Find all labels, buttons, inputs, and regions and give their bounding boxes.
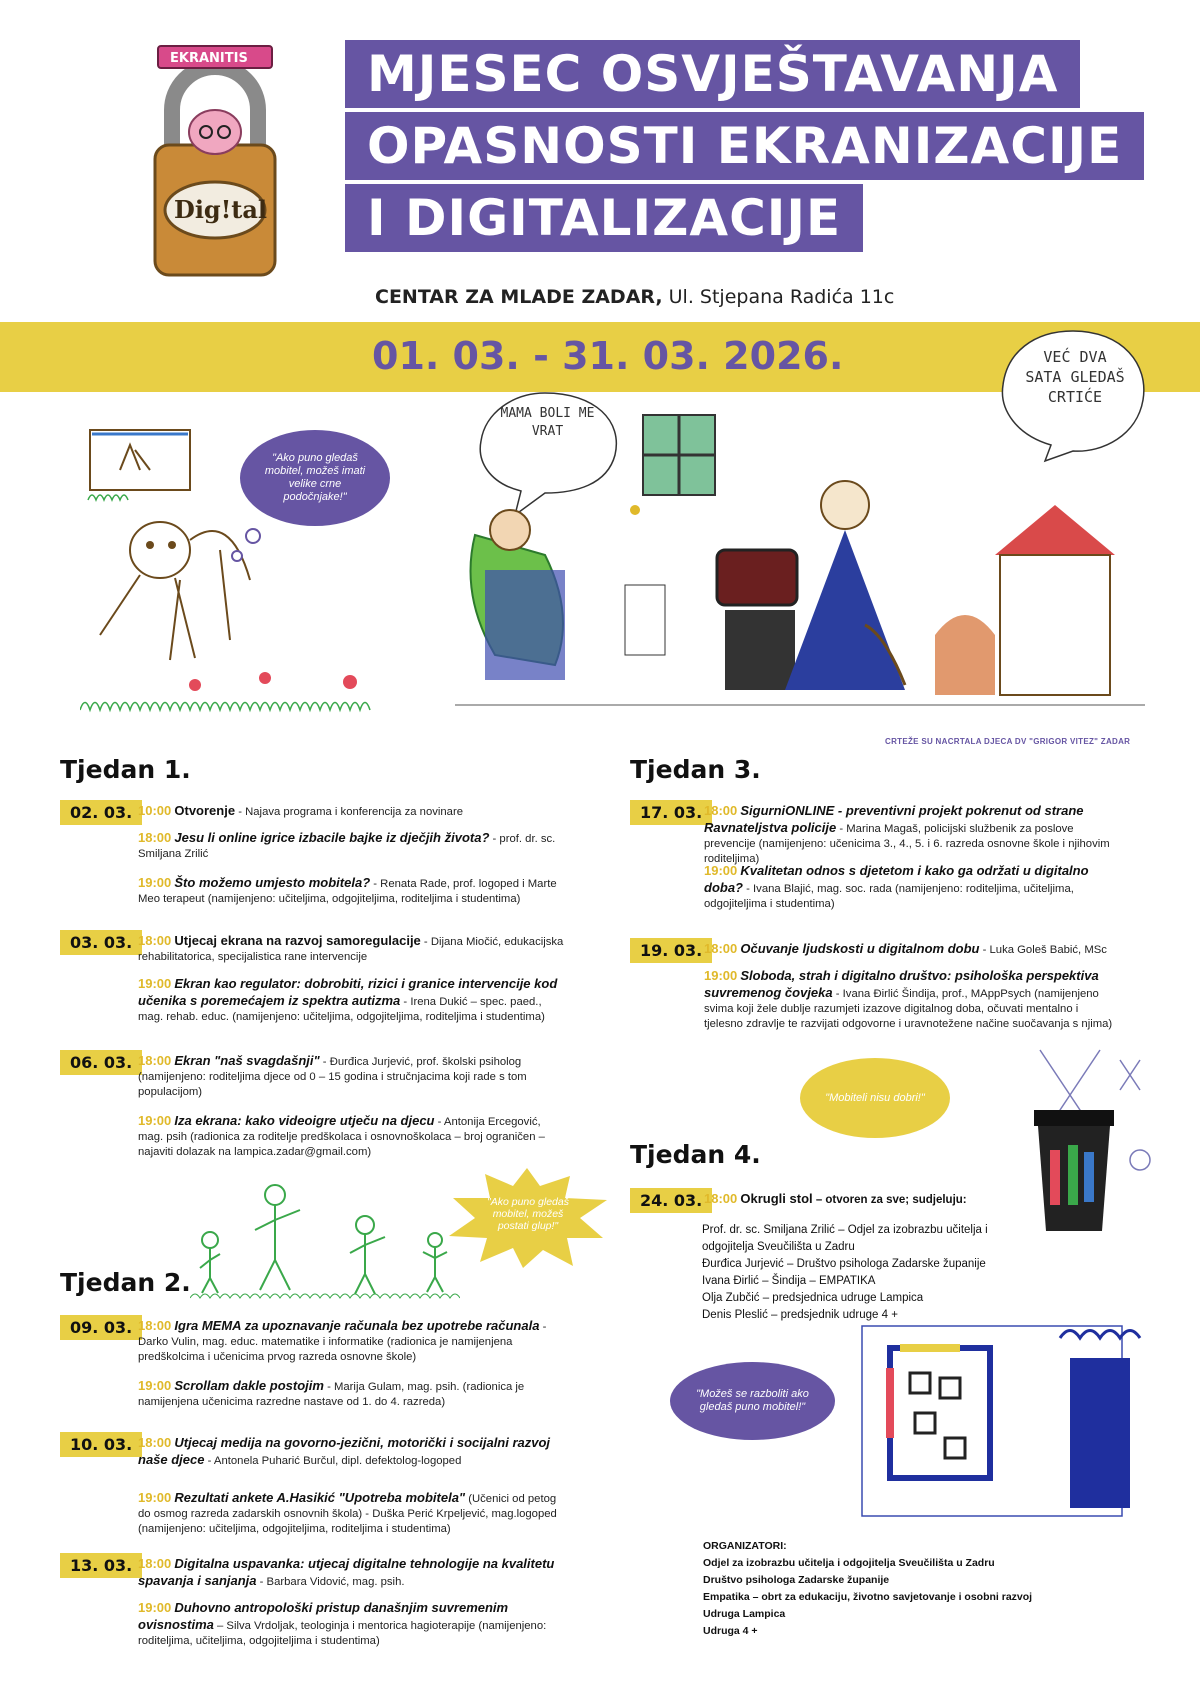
event-time: 18:00 bbox=[138, 1318, 172, 1333]
bubble-razboliti bbox=[670, 1362, 835, 1440]
event-details: - Antonela Puharić Burčul, dipl. defektolog-logoped bbox=[204, 1455, 462, 1467]
event-rezultati-ankete bbox=[138, 1490, 568, 1537]
speech-vec-text: VEĆ DVA SATA GLEDAŠ CRTIĆE bbox=[1025, 348, 1125, 406]
event-title: Kvalitetan odnos s djetetom i kako ga održati u digitalno doba? bbox=[704, 863, 1089, 895]
date-24-03: 24. 03. bbox=[630, 1188, 712, 1213]
event-details: - Luka Goleš Babić, MSc bbox=[979, 944, 1107, 956]
participant: Denis Pleslić – predsjednik udruge 4 + bbox=[702, 1309, 898, 1321]
venue-name: CENTAR ZA MLADE ZADAR, bbox=[375, 286, 663, 308]
event-details: - Antonija Ercegović, mag. psih (radionica za roditelje predškolaca i osnovnoškolaca – broj ograničen – najaviti dolazak na lampica.zadar@gmail.com) bbox=[138, 1116, 545, 1158]
event-details: – otvoren za sve; sudjeluju: bbox=[812, 1194, 967, 1206]
event-time: 19:00 bbox=[138, 1600, 172, 1615]
event-title: Ekran "naš svagdašnji" bbox=[174, 1053, 320, 1068]
event-details: - Irena Dukić – spec. paed., mag. rehab. educ. (namijenjeno: učiteljima, odgojiteljima, roditeljima i studentima) bbox=[138, 996, 545, 1023]
organizer: Empatika – obrt za edukaciju, životno savjetovanje i osobni razvoj bbox=[703, 1591, 1033, 1603]
event-time: 18:00 bbox=[704, 803, 738, 818]
date-02-03: 02. 03. bbox=[60, 800, 142, 825]
thought-dots bbox=[225, 528, 265, 568]
event-title: Sloboda, strah i digitalno društvo: psihološka perspektiva suvremenog čovjeka bbox=[704, 968, 1099, 1000]
event-title: Digitalna uspavanka: utjecaj digitalne tehnologije na kvalitetu spavanja i sanjanja bbox=[138, 1556, 555, 1588]
date-19-03: 19. 03. bbox=[630, 938, 712, 963]
bubble-razboliti-text: "Možeš se razboliti ako gledaš puno mobitel!" bbox=[696, 1388, 809, 1413]
event-details: - Najava programa i konferencija za novinare bbox=[235, 806, 464, 818]
drawing-family-scene bbox=[455, 385, 1145, 720]
burst-bubble-glup bbox=[445, 1168, 610, 1268]
event-time: 18:00 bbox=[138, 1053, 172, 1068]
event-details: - Renata Rade, prof. logoped i Marte Meo terapeut (namijenjeno: učiteljima, odgojiteljima, roditeljima i studentima) bbox=[138, 878, 557, 905]
participant: odgojitelja Sveučilišta u Zadru bbox=[702, 1241, 855, 1253]
date-09-03: 09. 03. bbox=[60, 1315, 142, 1340]
event-details: - Darko Vulin, mag. educ. matematike i informatike (radionica je namijenjena predškolcima i učenicima prvog razreda osnovne škole) bbox=[138, 1321, 547, 1363]
title-line-3: I DIGITALIZACIJE bbox=[345, 184, 863, 252]
event-time: 19:00 bbox=[138, 1490, 172, 1505]
bubble-mobiteli-nisu-dobri bbox=[800, 1058, 950, 1138]
event-time: 10:00 bbox=[138, 803, 172, 818]
organizers-block bbox=[703, 1538, 1163, 1640]
event-details: - Ivana Blajić, mag. soc. rada (namijenjeno: roditeljima, učiteljima, odgojiteljima i studentima) bbox=[704, 883, 1074, 910]
event-details: - Marina Magaš, policijski službenik za poslove prevencije (namijenjeno: učenicima 3., 4., 5. i 6. razreda osnovne škole i njihovim roditeljima) bbox=[704, 823, 1110, 865]
event-title: Što možemo umjesto mobitela? bbox=[174, 875, 371, 890]
event-time: 18:00 bbox=[704, 1191, 738, 1206]
event-details: – Silva Vrdoljak, teologinja i mentorica hagioterapije (namijenjeno: roditeljima, učiteljima, odgojiteljima i studentima) bbox=[138, 1620, 547, 1647]
event-time: 18:00 bbox=[704, 941, 738, 956]
date-06-03: 06. 03. bbox=[60, 1050, 142, 1075]
organizers-heading: ORGANIZATORI: bbox=[703, 1540, 787, 1552]
event-details: - prof. dr. sc. Smiljana Zrilić bbox=[138, 833, 556, 860]
event-dates: 01. 03. - 31. 03. 2026. bbox=[372, 334, 844, 378]
event-ekran-regulator bbox=[138, 976, 568, 1025]
venue-address: Ul. Stjepana Radića 11c bbox=[662, 286, 895, 308]
event-title: Otvorenje bbox=[174, 803, 236, 818]
bubble-mobiteli-text: "Mobiteli nisu dobri!" bbox=[825, 1091, 925, 1104]
drawing-trash-bin bbox=[1020, 1040, 1170, 1240]
event-time: 18:00 bbox=[138, 1435, 172, 1450]
week-3-heading: Tjedan 3. bbox=[630, 755, 761, 784]
event-online-igrice bbox=[138, 830, 568, 862]
event-iza-ekrana bbox=[138, 1113, 568, 1160]
event-title: Rezultati ankete A.Hasikić "Upotreba mobitela" bbox=[174, 1490, 466, 1505]
thought-bubble-podocnjaci bbox=[240, 430, 390, 526]
event-title: Očuvanje ljudskosti u digitalnom dobu bbox=[740, 941, 980, 956]
event-details: (Učenici od petog do osmog razreda zadarskih osnovnih škola) - Duška Perić Krpeljević, mag.logoped (namijenjeno: učiteljima, odgojiteljima, roditeljima i studentima) bbox=[138, 1493, 557, 1535]
event-digitalna-uspavanka bbox=[138, 1556, 568, 1590]
title-line-1: MJESEC OSVJEŠTAVANJA bbox=[345, 40, 1080, 108]
drawing-stick-figures bbox=[190, 1180, 460, 1300]
logo-label-text: Dig!tal bbox=[174, 195, 267, 224]
organizer: Udruga Lampica bbox=[703, 1608, 786, 1620]
event-scrollam bbox=[138, 1378, 568, 1410]
event-details: - Đurđica Jurjević, prof. školski psiholog (namijenjeno: roditeljima djece od 0 – 15 godina i stručnjacima koji rade s tom populacijom) bbox=[138, 1056, 527, 1098]
participants-list bbox=[702, 1222, 1022, 1324]
event-time: 19:00 bbox=[138, 976, 172, 991]
event-ekran-svagdasnji bbox=[138, 1053, 568, 1100]
venue-line bbox=[375, 286, 894, 308]
event-samoregulacija bbox=[138, 933, 568, 965]
event-utjecaj-medija bbox=[138, 1435, 568, 1469]
event-time: 18:00 bbox=[138, 933, 172, 948]
event-time: 19:00 bbox=[138, 875, 172, 890]
speech-mama-text: MAMA BOLI ME VRAT bbox=[500, 406, 595, 439]
event-details: - Ivana Đirlić Šindija, prof., MAppPsych (namijenjeno svima koji žele dublje razumjeti izazove digitalnog doba, očuvati mentalno i tjelesno zdravlje te razvijati odgovorne i uravnotežene načine suočavanja s njima) bbox=[704, 988, 1113, 1030]
week-1-heading: Tjedan 1. bbox=[60, 755, 191, 784]
week-4-heading: Tjedan 4. bbox=[630, 1140, 761, 1169]
event-details: - Marija Gulam, mag. psih. (radionica je namijenjena učenicima razredne nastave od 1. do 4. razreda) bbox=[138, 1381, 525, 1408]
event-time: 19:00 bbox=[704, 968, 738, 983]
participant: Ivana Đirlić – Šindija – EMPATIKA bbox=[702, 1275, 876, 1287]
organizer: Odjel za izobrazbu učitelja i odgojitelja Sveučilišta u Zadru bbox=[703, 1557, 995, 1569]
drawing-credit: CRTEŽE SU NACRTALA DJECA DV "GRIGOR VITEZ" ZADAR bbox=[885, 737, 1131, 746]
event-time: 19:00 bbox=[138, 1113, 172, 1128]
event-opening bbox=[138, 803, 558, 820]
title-line-2: OPASNOSTI EKRANIZACIJE bbox=[345, 112, 1144, 180]
event-title: Igra MEMA za upoznavanje računala bez upotrebe računala bbox=[174, 1318, 540, 1333]
week-2-heading: Tjedan 2. bbox=[60, 1268, 191, 1297]
event-sloboda-strah bbox=[704, 968, 1114, 1032]
event-time: 18:00 bbox=[138, 830, 172, 845]
participant: Đurđica Jurjević – Društvo psihologa Zadarske županije bbox=[702, 1258, 986, 1270]
event-title: Duhovno antropološki pristup današnjim suvremenim ovisnostima bbox=[138, 1600, 509, 1632]
event-time: 19:00 bbox=[138, 1378, 172, 1393]
date-03-03: 03. 03. bbox=[60, 930, 142, 955]
date-10-03: 10. 03. bbox=[60, 1432, 142, 1457]
event-time: 19:00 bbox=[704, 863, 738, 878]
organizer: Društvo psihologa Zadarske županije bbox=[703, 1574, 890, 1586]
event-okrugli-stol bbox=[704, 1191, 1044, 1208]
event-sigurni-online bbox=[704, 803, 1114, 867]
event-title: Scrollam dakle postojim bbox=[174, 1378, 324, 1393]
event-title: Okrugli stol bbox=[740, 1191, 813, 1206]
thought-bubble-podocnjaci-text: "Ako puno gledaš mobitel, možeš imati velike crne podočnjake!" bbox=[264, 452, 366, 503]
event-title: SigurniONLINE - preventivni projekt pokrenut od strane Ravnateljstva policije bbox=[704, 803, 1084, 835]
event-details: - Barbara Vidović, mag. psih. bbox=[256, 1576, 405, 1588]
date-17-03: 17. 03. bbox=[630, 800, 712, 825]
event-kvalitetan-odnos bbox=[704, 863, 1114, 912]
event-ocuvanje-ljudskosti bbox=[704, 941, 1114, 958]
event-igra-mema bbox=[138, 1318, 568, 1365]
event-title: Utjecaj ekrana na razvoj samoregulacije bbox=[174, 933, 421, 948]
event-umjesto-mobitela bbox=[138, 875, 568, 907]
participant: Olja Zubčić – predsjednica udruge Lampica bbox=[702, 1292, 924, 1304]
date-13-03: 13. 03. bbox=[60, 1553, 142, 1578]
event-title: Utjecaj medija na govorno-jezični, motorički i socijalni razvoj naše djece bbox=[138, 1435, 551, 1467]
event-time: 18:00 bbox=[138, 1556, 172, 1571]
event-title: Ekran kao regulator: dobrobiti, rizici i granice intervencije kod učenika s poremećajem iz spektra autizma bbox=[138, 976, 558, 1008]
participant: Prof. dr. sc. Smiljana Zrilić – Odjel za izobrazbu učitelja i bbox=[702, 1224, 988, 1236]
event-duhovno bbox=[138, 1600, 568, 1649]
event-title: Iza ekrana: kako videoigre utječu na djecu bbox=[174, 1113, 435, 1128]
burst-bubble-glup-text: "Ako puno gledaš mobitel, možeš postati glup!" bbox=[487, 1196, 569, 1232]
event-details: - Dijana Miočić, edukacijska rehabilitatorica, specijalistica rane intervencije bbox=[138, 936, 564, 963]
logo-top-text: EKRANITIS bbox=[170, 51, 248, 66]
event-title: Jesu li online igrice izbacile bajke iz dječjih života? bbox=[174, 830, 490, 845]
drawing-tablet bbox=[860, 1318, 1160, 1538]
padlock-logo bbox=[150, 40, 280, 280]
organizer: Udruga 4 + bbox=[703, 1625, 758, 1637]
